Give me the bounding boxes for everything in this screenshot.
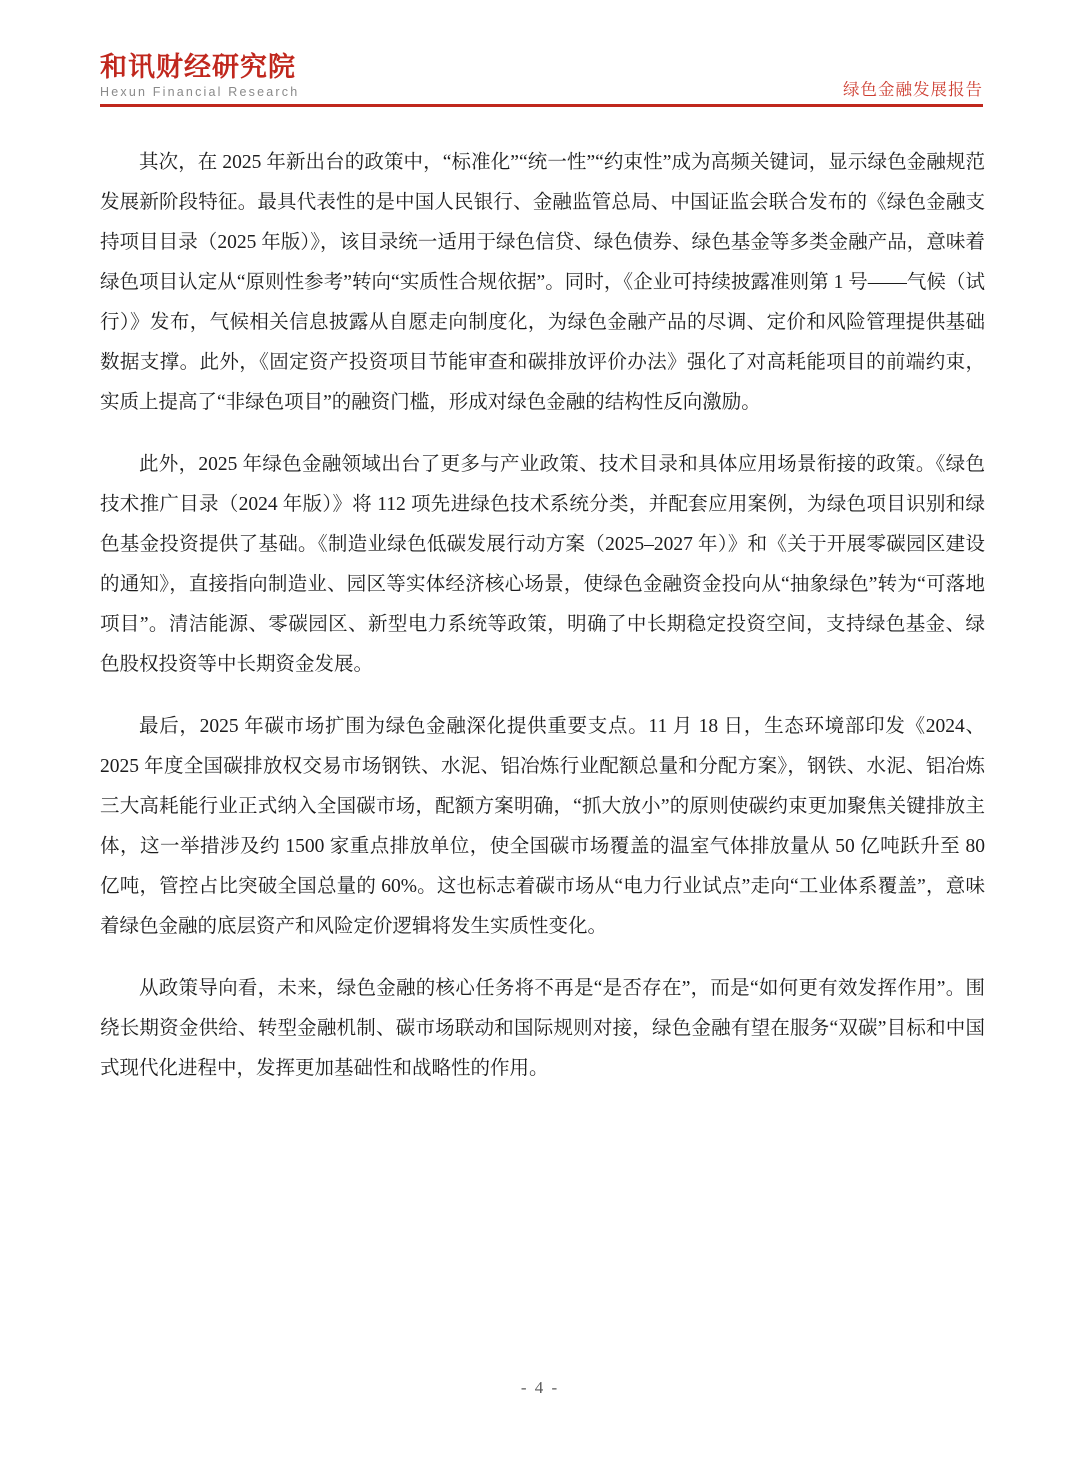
report-title: 绿色金融发展报告 bbox=[843, 81, 983, 99]
document-body bbox=[100, 143, 985, 1111]
header-divider bbox=[100, 104, 983, 107]
page-number: - 4 - bbox=[520, 1378, 560, 1397]
body-paragraph: 其次，在 2025 年新出台的政策中，“标准化”“统一性”“约束性”成为高频关键词，显示绿色金融规范发展新阶段特征。最具代表性的是中国人民银行、金融监管总局、中国证监会联合发布的《绿色金融支持项目目录（2025 年版）》，该目录统一适用于绿色信贷、绿色债券、绿色基金等多类金融产品，意味着绿色项目认定从“原则性参考”转向“实质性合规依据”。同时，《企业可持续披露准则第 1 号——气候（试行）》发布，气候相关信息披露从自愿走向制度化，为绿色金融产品的尽调、定价和风险管理提供基础数据支撑。此外，《固定资产投资项目节能审查和碳排放评价办法》强化了对高耗能项目的前端约束，实质上提高了“非绿色项目”的融资门槛，形成对绿色金融的结构性反向激励。 bbox=[100, 152, 985, 413]
page-header bbox=[100, 52, 983, 104]
body-paragraph: 从政策导向看，未来，绿色金融的核心任务将不再是“是否存在”，而是“如何更有效发挥作用”。围绕长期资金供给、转型金融机制、碳市场联动和国际规则对接，绿色金融有望在服务“双碳”目标和中国式现代化进程中，发挥更加基础性和战略性的作用。 bbox=[100, 978, 985, 1079]
page-footer bbox=[0, 1378, 1080, 1398]
logo-main-text: 和讯财经研究院 bbox=[100, 52, 296, 82]
hexun-logo bbox=[100, 52, 299, 99]
body-paragraph: 最后，2025 年碳市场扩围为绿色金融深化提供重要支点。11 月 18 日，生态环境部印发《2024、2025 年度全国碳排放权交易市场钢铁、水泥、铝冶炼行业配额总量和分配方案》，钢铁、水泥、铝冶炼三大高耗能行业正式纳入全国碳市场，配额方案明确，“抓大放小”的原则使碳约束更加聚焦关键排放主体，这一举措涉及约 1500 家重点排放单位，使全国碳市场覆盖的温室气体排放量从 50 亿吨跃升至 80 亿吨，管控占比突破全国总量的 60%。这也标志着碳市场从“电力行业试点”走向“工业体系覆盖”，意味着绿色金融的底层资产和风险定价逻辑将发生实质性变化。 bbox=[100, 716, 985, 937]
logo-sub-text: Hexun Financial Research bbox=[100, 85, 300, 99]
body-paragraph: 此外，2025 年绿色金融领域出台了更多与产业政策、技术目录和具体应用场景衔接的政策。《绿色技术推广目录（2024 年版）》将 112 项先进绿色技术系统分类，并配套应用案例，为绿色项目识别和绿色基金投资提供了基础。《制造业绿色低碳发展行动方案（2025–2027 年）》和《关于开展零碳园区建设的通知》，直接指向制造业、园区等实体经济核心场景，使绿色金融资金投向从“抽象绿色”转为“可落地项目”。清洁能源、零碳园区、新型电力系统等政策，明确了中长期稳定投资空间，支持绿色基金、绿色股权投资等中长期资金发展。 bbox=[100, 454, 985, 675]
